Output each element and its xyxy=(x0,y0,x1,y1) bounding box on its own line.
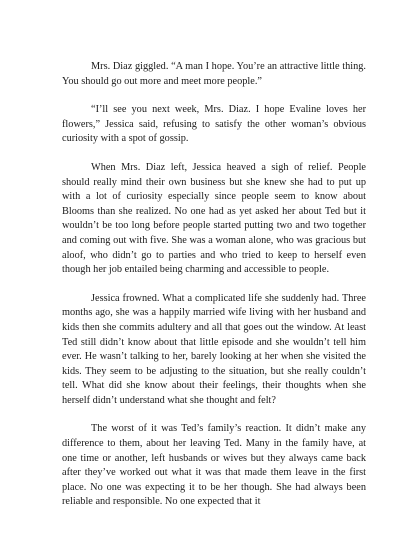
paragraph-5: The worst of it was Ted’s family’s reaction. It didn’t make any difference to them, about her leaving Ted. Many in the family have, at one time or another, left husbands or wives but they always came back after they’ve worked out what it was that made them leave in the first place. No one was expecting it to be her though. She had always been reliable and responsible. No one expected that it xyxy=(62,423,366,508)
paragraph-1: Mrs. Diaz giggled. “A man I hope. You’re an attractive little thing. You should go out more and meet more people.” xyxy=(62,61,366,87)
paragraph-2: “I’ll see you next week, Mrs. Diaz. I hope Evaline loves her flowers,” Jessica said, refusing to satisfy the other woman’s obvious curiosity with a spot of gossip. xyxy=(62,104,366,145)
paragraph-4: Jessica frowned. What a complicated life she suddenly had. Three months ago, she was a happily married wife living with her husband and kids then she commits adultery and all that goes out the window. At least Ted still didn’t know about that little episode and she wouldn’t tell him ever. He wasn’t talking to her, barely looking at her when she visited the kids. They seem to be adjusting to the situation, but she really couldn’t tell. What did she know about their feelings, their thoughts when she herself didn’t understand what she thought and felt? xyxy=(62,292,366,406)
body-text xyxy=(62,60,366,524)
paragraph-3: When Mrs. Diaz left, Jessica heaved a sigh of relief. People should really mind their own business but she knew she had to put up with a lot of curiosity especially since people seem to know about Blooms than she realized. No one had as yet asked her about Ted but it wouldn’t be too long before people started putting two and two together and coming out with five. She was a woman alone, who was gracious but aloof, who didn’t go to parties and who tried to keep to herself even though her job entailed being charming and accessible to people. xyxy=(62,161,366,276)
